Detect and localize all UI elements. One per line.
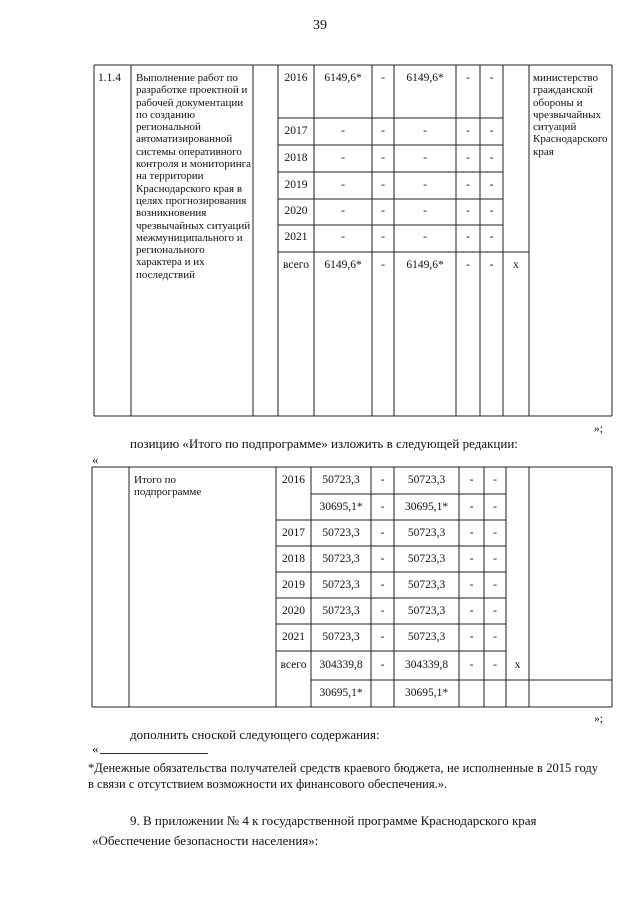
table1-row-4-total: - — [341, 205, 345, 217]
table2-row-3-loc: - — [469, 553, 474, 565]
table2-row-2-loc: - — [469, 527, 474, 539]
table2-row-0-total: 50723,3 — [322, 474, 360, 486]
instruction-replace-total: позицию «Итого по подпрограмме» изложить в следующей редакции: — [130, 436, 518, 451]
table2-row-1-fed: - — [380, 501, 385, 513]
table2-row-8-reg: 30695,1* — [404, 687, 449, 699]
table2-row-1-total: 30695,1* — [319, 501, 363, 513]
table1-row-4-fed: - — [381, 205, 385, 217]
table2-row-5-reg: 50723,3 — [407, 605, 446, 617]
item9-line1: 9. В приложении № 4 к государственной программе Краснодарского края — [130, 813, 537, 828]
table2-row-6-loc: - — [469, 631, 474, 643]
instruction-add-footnote: дополнить сноской следующего содержания: — [130, 727, 380, 742]
table1-row-1-ext: - — [489, 125, 494, 137]
table2-row-3-fed: - — [380, 553, 385, 565]
open-quote-2: « — [92, 741, 99, 756]
table1-row-0-reg: 6149,6* — [406, 72, 444, 84]
footnote-text: *Денежные обязательства получателей средств краевого бюджета, не исполненные в 2015 году в связи с отсутствием возможности их финансового обеспечения.». — [88, 761, 598, 791]
table1-description: Выполнение работ по разработке проектной и рабочей документации по созданию региональной автоматизированной системы оперативного контроля и мониторинга на территории Краснодарского края в целях прогнозирования возникновения чрезвычайных ситуаций межмуниципального и регионального характера и их последствий — [136, 72, 251, 281]
table2-row-0-reg: 50723,3 — [407, 474, 446, 486]
table1-row-1-loc: - — [466, 125, 470, 137]
table1-row-3-year: 2019 — [284, 179, 308, 191]
table2-row-1-reg: 30695,1* — [404, 501, 449, 513]
table1-row-6-year: всего — [283, 259, 309, 271]
table1-row-6-fed: - — [381, 259, 385, 271]
table2-row-0-loc: - — [469, 474, 474, 486]
table2-row-1-loc: - — [469, 501, 474, 513]
table1-row-5-fed: - — [381, 231, 385, 243]
table2-row-1-ext: - — [493, 501, 497, 513]
table2-row-2-ext: - — [493, 527, 497, 539]
table1-row-2-ext: - — [489, 152, 494, 164]
table2-row-7-loc: - — [469, 659, 474, 671]
table1-row-0-total: 6149,6* — [324, 72, 362, 84]
table1-row-3-fed: - — [381, 179, 385, 191]
table2-label: Итого по подпрограмме — [134, 474, 202, 499]
table2-row-2-reg: 50723,3 — [407, 527, 446, 539]
table1-row-number: 1.1.4 — [98, 72, 121, 84]
table1-row-6-loc: - — [466, 259, 470, 271]
table2-row-0-fed: - — [380, 474, 385, 486]
table2-row-7-x: х — [514, 659, 521, 671]
table1-row-0-fed: - — [381, 72, 385, 84]
table2-row-0-ext: - — [493, 474, 497, 486]
table1-row-2-loc: - — [466, 152, 470, 164]
table2-row-6-year: 2021 — [282, 631, 305, 643]
table1-row-5-reg: - — [423, 231, 427, 243]
table2-row-5-ext: - — [493, 605, 497, 617]
table1-row-4-ext: - — [489, 205, 494, 217]
table1-row-0-loc: - — [466, 72, 470, 84]
table2-row-4-reg: 50723,3 — [407, 579, 446, 591]
page-number: 39 — [313, 18, 327, 33]
table2-row-3-ext: - — [493, 553, 497, 565]
table2-close-quote: »; — [594, 713, 603, 725]
table2-row-8-total: 30695,1* — [319, 687, 363, 699]
table1-close-quote: »; — [594, 423, 603, 435]
table1-row-2-reg: - — [423, 152, 427, 164]
table2-row-6-reg: 50723,3 — [407, 631, 446, 643]
table1-row-4-reg: - — [423, 205, 427, 217]
table1-row-4-loc: - — [466, 205, 470, 217]
table2-row-4-total: 50723,3 — [322, 579, 360, 591]
table1-row-1-fed: - — [381, 125, 385, 137]
table1-row-0-ext: - — [489, 72, 494, 84]
table2-row-7-ext: - — [493, 659, 497, 671]
table1-row-5-loc: - — [466, 231, 470, 243]
table1-row-6-x: х — [513, 259, 519, 271]
table2-row-2-year: 2017 — [282, 527, 305, 539]
table1-responsible: министерство гражданской обороны и чрезвычайных ситуаций Краснодарского края — [533, 72, 608, 158]
table2-row-5-fed: - — [380, 605, 385, 617]
table2-row-4-fed: - — [380, 579, 385, 591]
item9-line2: «Обеспечение безопасности населения»: — [92, 833, 319, 848]
table1-row-5-total: - — [341, 231, 345, 243]
table2-row-2-total: 50723,3 — [322, 527, 360, 539]
table1-row-0-year: 2016 — [284, 72, 308, 84]
table2-row-3-reg: 50723,3 — [407, 553, 446, 565]
table1-row-6-ext: - — [489, 259, 494, 271]
table2-row-7-total: 304339,8 — [319, 659, 363, 671]
table1-row-3-ext: - — [489, 179, 494, 191]
table2-row-4-year: 2019 — [282, 579, 305, 591]
table2-row-4-ext: - — [493, 579, 497, 591]
table2-row-7-year: всего — [280, 659, 307, 671]
table1-row-5-ext: - — [489, 231, 494, 243]
table2-row-5-total: 50723,3 — [322, 605, 360, 617]
table2-row-6-ext: - — [493, 631, 497, 643]
table2-row-5-loc: - — [469, 605, 474, 617]
table1-row-1-year: 2017 — [284, 125, 308, 137]
table2-row-2-fed: - — [380, 527, 385, 539]
table2-row-7-reg: 304339,8 — [404, 659, 449, 671]
table1-row-2-total: - — [341, 152, 345, 164]
table2-row-6-fed: - — [380, 631, 385, 643]
table2-row-6-total: 50723,3 — [322, 631, 360, 643]
table1-row-6-total: 6149,6* — [324, 259, 362, 271]
table2-row-3-total: 50723,3 — [322, 553, 360, 565]
open-quote-1: « — [92, 452, 99, 467]
table2-row-3-year: 2018 — [282, 553, 305, 565]
table2-row-4-loc: - — [469, 579, 474, 591]
footnote-separator — [100, 753, 208, 754]
table1-row-4-year: 2020 — [284, 205, 308, 217]
table1-row-5-year: 2021 — [284, 231, 308, 243]
table1-row-1-reg: - — [423, 125, 427, 137]
table1-row-3-loc: - — [466, 179, 470, 191]
table1-row-6-reg: 6149,6* — [406, 259, 444, 271]
table1-row-3-total: - — [341, 179, 345, 191]
table1-row-1-total: - — [341, 125, 345, 137]
table2-row-7-fed: - — [380, 659, 385, 671]
table2-row-0-year: 2016 — [282, 474, 305, 486]
table1-row-3-reg: - — [423, 179, 427, 191]
table2-row-5-year: 2020 — [282, 605, 305, 617]
table1-row-2-year: 2018 — [284, 152, 308, 164]
table1-row-2-fed: - — [381, 152, 385, 164]
